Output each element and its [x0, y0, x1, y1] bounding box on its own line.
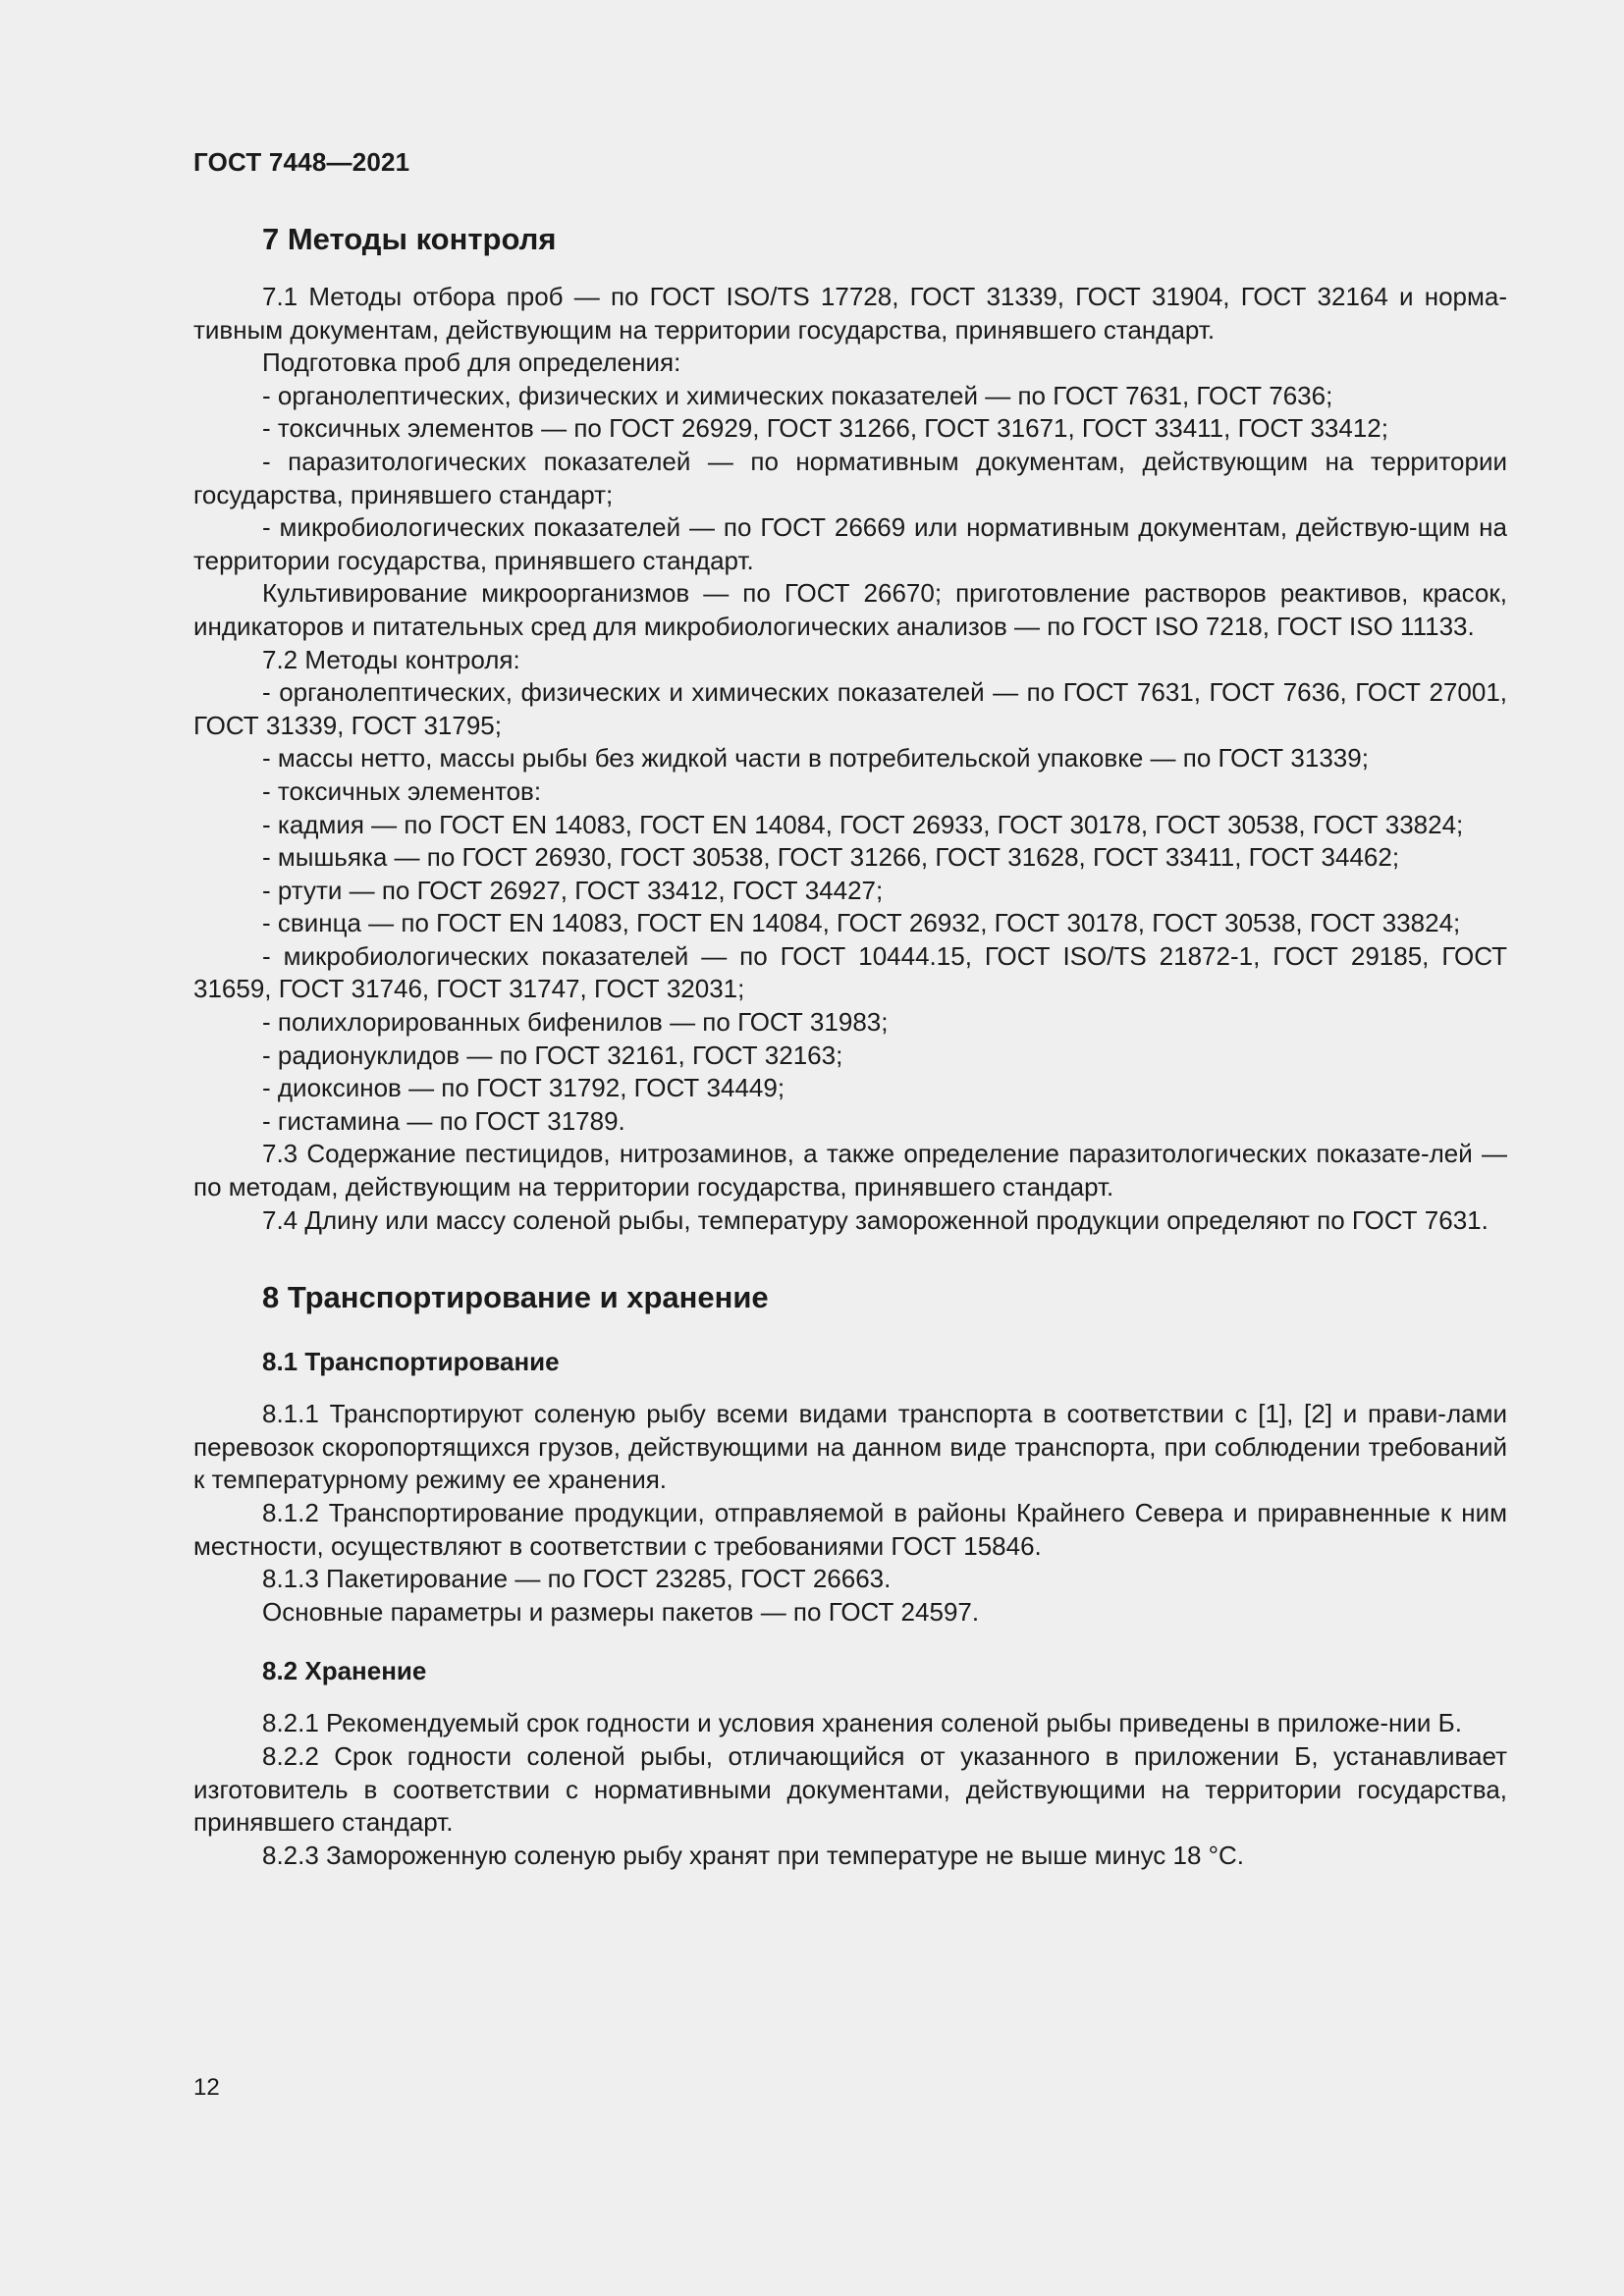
- section-8-title: 8 Транспортирование и хранение: [262, 1280, 769, 1315]
- list-item: - токсичных элементов — по ГОСТ 26929, ГОСТ 31266, ГОСТ 31671, ГОСТ 33411, ГОСТ 33412;: [262, 413, 1388, 444]
- list-item: - микробиологических показателей — по ГОСТ 26669 или нормативным документам, действую-щим на территории государства, принявшего стандарт.: [193, 512, 1507, 575]
- section-7-title: 7 Методы контроля: [262, 222, 557, 256]
- paragraph-sample-prep: Подготовка проб для определения:: [262, 347, 681, 378]
- list-item: - диоксинов — по ГОСТ 31792, ГОСТ 34449;: [262, 1073, 785, 1103]
- list-item: - органолептических, физических и химических показателей — по ГОСТ 7631, ГОСТ 7636;: [262, 380, 1333, 410]
- list-item: - мышьяка — по ГОСТ 26930, ГОСТ 30538, ГОСТ 31266, ГОСТ 31628, ГОСТ 33411, ГОСТ 34462;: [262, 842, 1400, 873]
- subsection-8-2-title: 8.2 Хранение: [262, 1656, 427, 1686]
- list-item: - полихлорированных бифенилов — по ГОСТ 31983;: [262, 1007, 889, 1038]
- list-item: - органолептических, физических и химических показателей — по ГОСТ 7631, ГОСТ 7636, ГОСТ 27001, ГОСТ 31339, ГОСТ 31795;: [193, 677, 1507, 740]
- running-head: ГОСТ 7448—2021: [193, 147, 410, 177]
- list-item: - кадмия — по ГОСТ EN 14083, ГОСТ EN 14084, ГОСТ 26933, ГОСТ 30178, ГОСТ 30538, ГОСТ 33824;: [262, 809, 1464, 839]
- paragraph-7-1: 7.1 Методы отбора проб — по ГОСТ ISO/TS 17728, ГОСТ 31339, ГОСТ 31904, ГОСТ 32164 и норма-тивным документам, действующим на территории государства, принявшего стандарт.: [193, 282, 1507, 345]
- list-item: - микробиологических показателей — по ГОСТ 10444.15, ГОСТ ISO/TS 21872-1, ГОСТ 29185, ГОСТ 31659, ГОСТ 31746, ГОСТ 31747, ГОСТ 32031;: [193, 940, 1507, 1004]
- list-item: - ртути — по ГОСТ 26927, ГОСТ 33412, ГОСТ 34427;: [262, 875, 884, 905]
- paragraph-8-1-2: 8.1.2 Транспортирование продукции, отправляемой в районы Крайнего Севера и приравненные к ним местности, осуществляют в соответствии с требованиями ГОСТ 15846.: [193, 1498, 1507, 1561]
- paragraph-7-4: 7.4 Длину или массу соленой рыбы, температуру замороженной продукции определяют по ГОСТ 7631.: [262, 1204, 1489, 1235]
- list-item: - массы нетто, массы рыбы без жидкой части в потребительской упаковке — по ГОСТ 31339;: [262, 743, 1369, 774]
- list-item: - гистамина — по ГОСТ 31789.: [262, 1105, 625, 1136]
- paragraph-8-2-1: 8.2.1 Рекомендуемый срок годности и условия хранения соленой рыбы приведены в приложе-нии Б.: [262, 1708, 1462, 1738]
- page-content: [193, 218, 1507, 1872]
- paragraph-8-1-3: 8.1.3 Пакетирование — по ГОСТ 23285, ГОСТ 26663.: [262, 1564, 892, 1594]
- list-item: - токсичных элементов:: [262, 775, 542, 806]
- list-item: - паразитологических показателей — по нормативным документам, действующим на территории государства, принявшего стандарт;: [193, 446, 1507, 509]
- paragraph-7-3: 7.3 Содержание пестицидов, нитрозаминов, а также определение паразитологических показате-лей — по методам, действующим на территории государства, принявшего стандарт.: [193, 1139, 1507, 1202]
- list-item: - свинца — по ГОСТ EN 14083, ГОСТ EN 14084, ГОСТ 26932, ГОСТ 30178, ГОСТ 30538, ГОСТ 33824;: [262, 908, 1461, 938]
- paragraph-8-2-2: 8.2.2 Срок годности соленой рыбы, отличающийся от указанного в приложении Б, устанавливает изготовитель в соответствии с нормативными документами, действующими на территории государства, принявшего стандарт.: [193, 1740, 1507, 1838]
- list-item: - радионуклидов — по ГОСТ 32161, ГОСТ 32163;: [262, 1040, 843, 1070]
- paragraph-8-1-1: 8.1.1 Транспортируют соленую рыбу всеми видами транспорта в соответствии с [1], [2] и прави-лами перевозок скоропортящихся грузов, действующими на данном виде транспорта, при соблюдении требований к температурному режиму ее хранения.: [193, 1399, 1507, 1495]
- paragraph-package-params: Основные параметры и размеры пакетов — по ГОСТ 24597.: [262, 1596, 980, 1627]
- subsection-8-1-title: 8.1 Транспортирование: [262, 1347, 560, 1377]
- paragraph-cultivation: Культивирование микроорганизмов — по ГОСТ 26670; приготовление растворов реактивов, красок, индикаторов и питательных сред для микробиологических анализов — по ГОСТ ISO 7218, ГОСТ ISO 11133.: [193, 578, 1507, 641]
- paragraph-8-2-3: 8.2.3 Замороженную соленую рыбу хранят при температуре не выше минус 18 °С.: [262, 1840, 1245, 1870]
- paragraph-7-2: 7.2 Методы контроля:: [262, 644, 520, 674]
- page-number: 12: [193, 2074, 220, 2101]
